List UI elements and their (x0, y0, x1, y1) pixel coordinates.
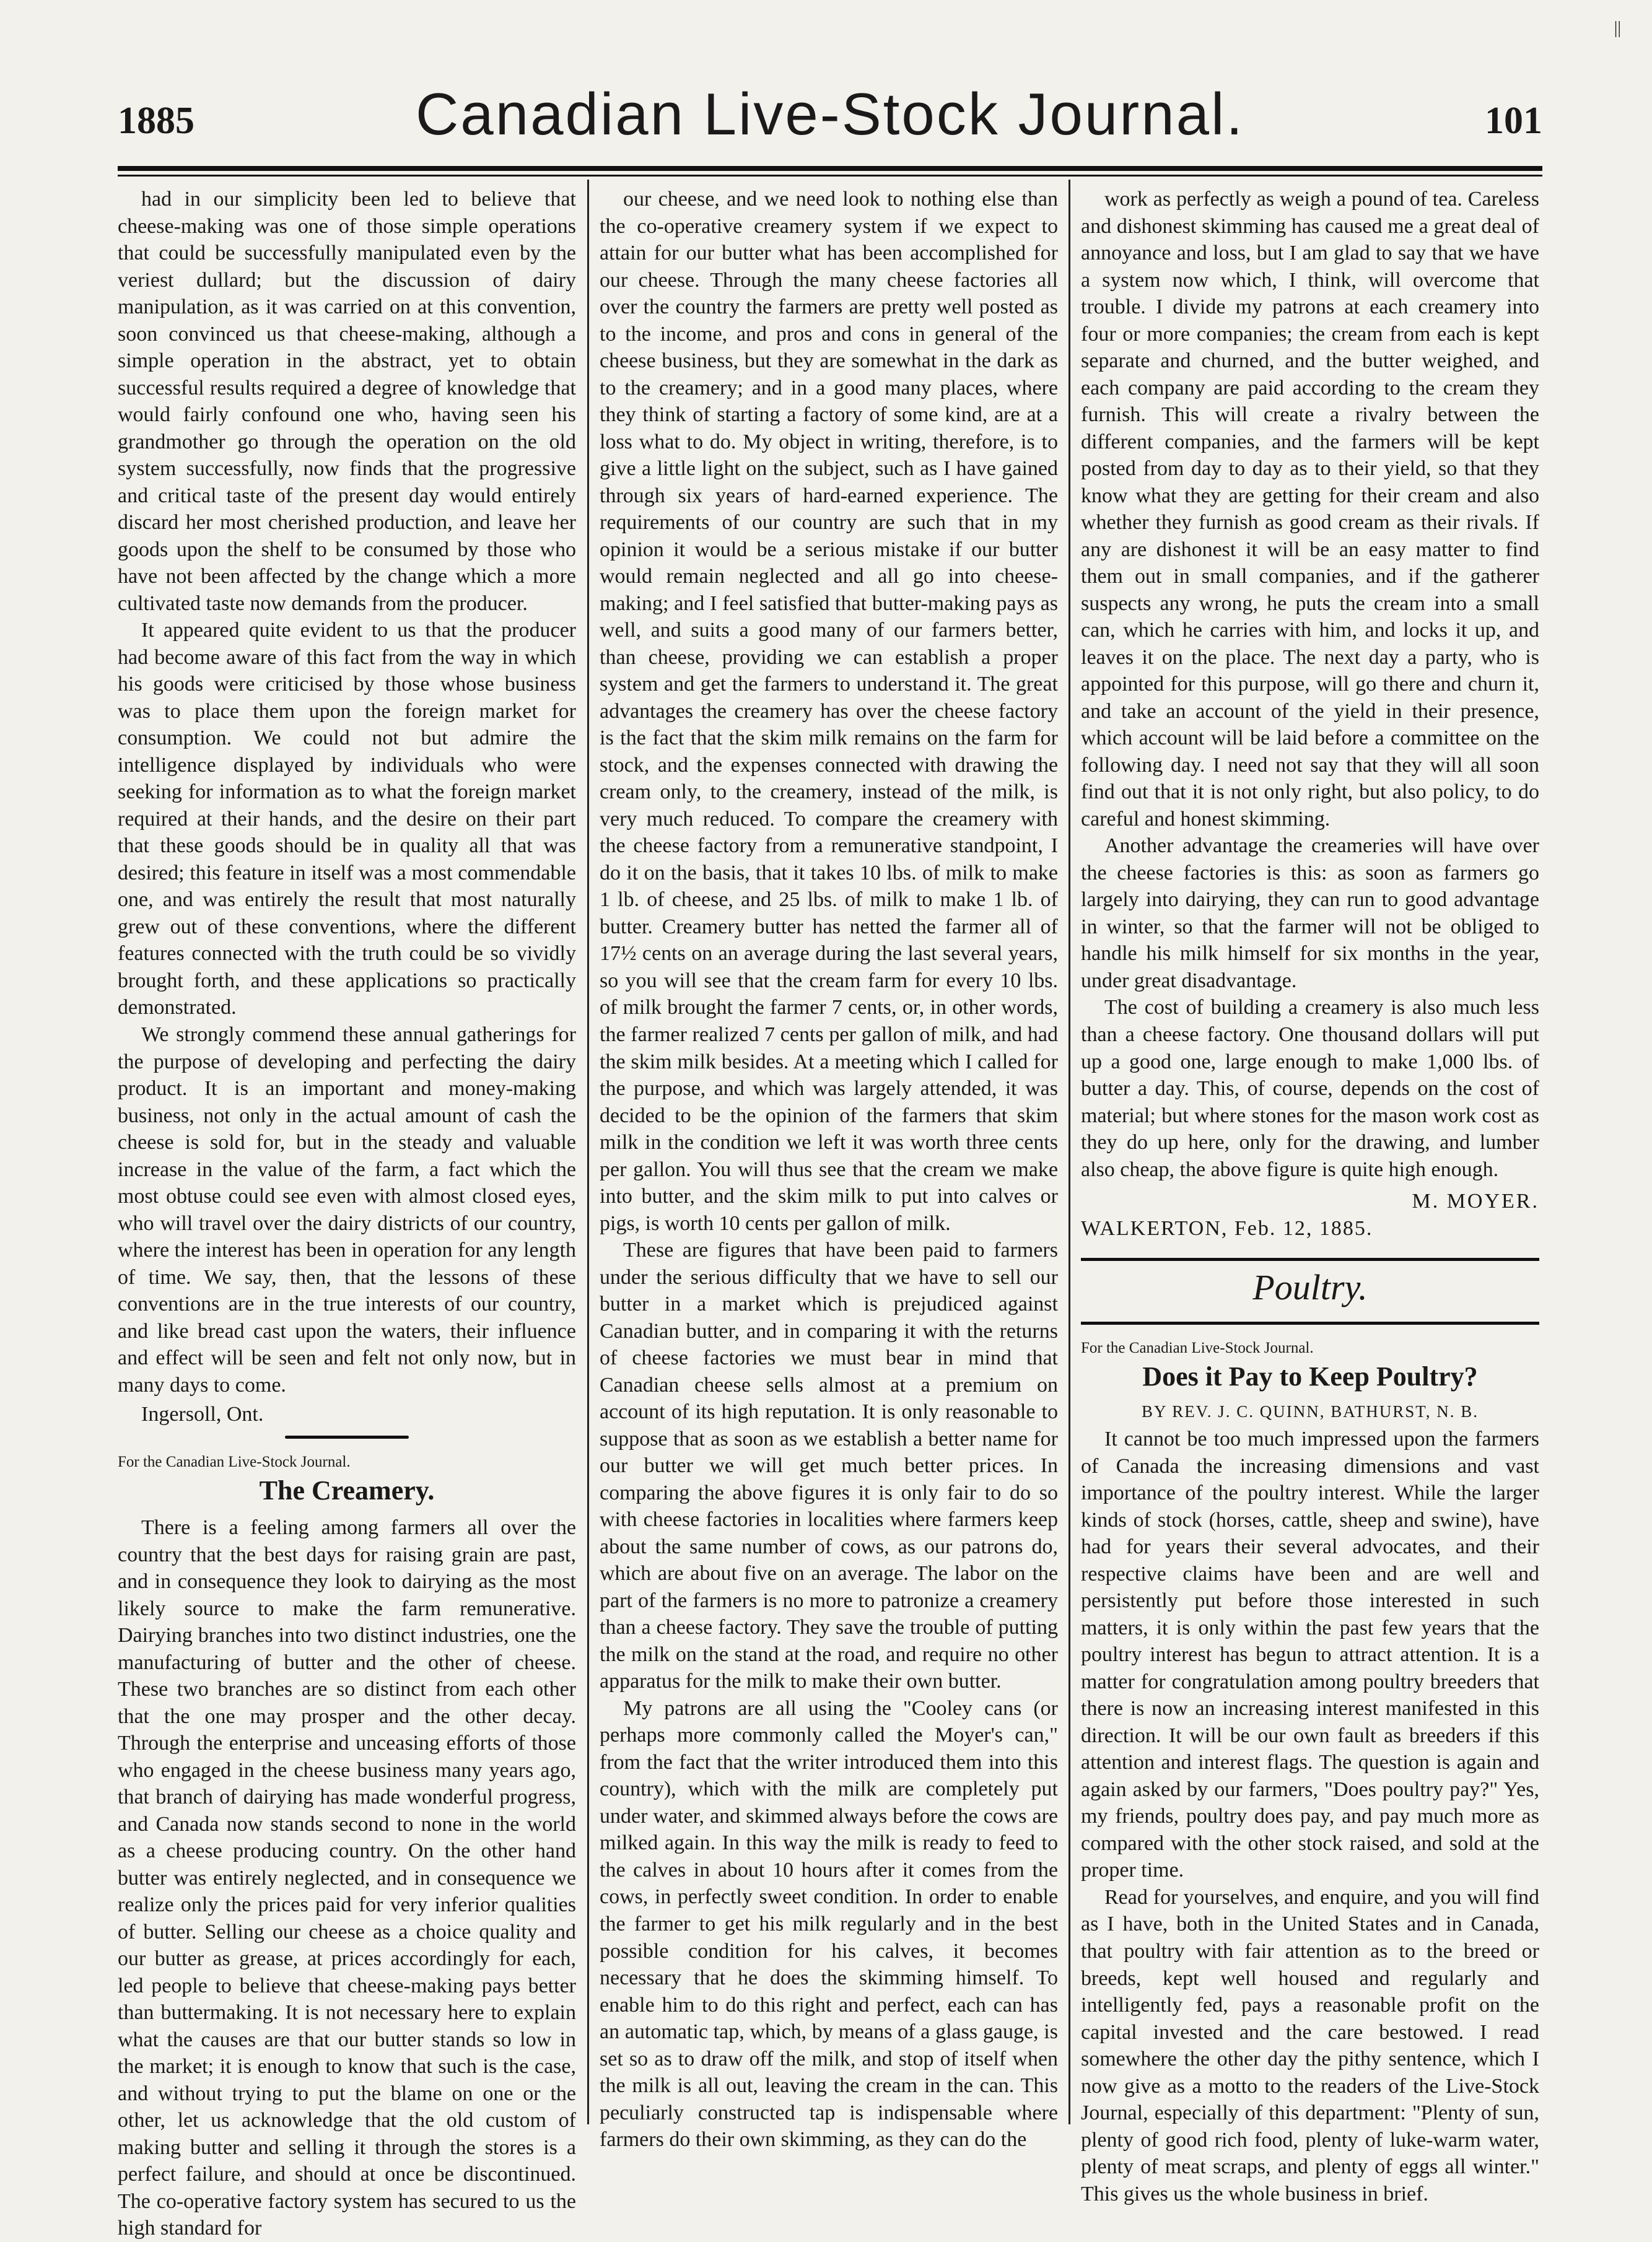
column-divider (587, 180, 589, 2124)
author-signature: M. MOYER. (1412, 1190, 1539, 1213)
paragraph: These are figures that have been paid to farmers under the serious difficulty that we have to sell our butter in a market which is prejudiced against Canadian butter, and in comparing it with the returns of cheese factories we must bear in mind that Canadian cheese sells almost at a premium on account of its high reputation. It is only reasonable to suppose that as soon as we establish a better name for our butter we will get much better prices. In comparing the above figures it is only fair to do so with cheese factories in localities where farmers keep about the same number of cows, as our patrons do, which are about five on an average. The labor on the part of the farmers is no more to patronize a creamery than a cheese factory. They save the trouble of putting the milk on the stand at the road, and require no other apparatus for the milk to make their own butter. (600, 1239, 1058, 1693)
column-1 (118, 186, 576, 2240)
article-source-line: For the Canadian Live-Stock Journal. (118, 1453, 351, 1470)
paragraph: Another advantage the creameries will have over the cheese factories is this: as soon as farmers go largely into dairying, they can run to good advantage in winter, so that the farmer will not be obliged to handle his milk himself for six months in the year, under great disadvantage. (1081, 834, 1539, 992)
paragraph: had in our simplicity been led to believe that cheese-making was one of those simple operations that could be successfully manipulated even by the veriest dullard; but the discussion of dairy manipulation, as it was carried on at this convention, soon convinced us that cheese-making, although a simple operation in the abstract, yet to obtain successful results required a degree of knowledge that would fairly confound one who, having seen his grandmother go through the operation on the old system successfully, now finds that the progressive and critical taste of the present day would entirely discard her most cherished production, and leave her goods upon the shelf to be consumed by those who have not been affected by the change which a more cultivated taste now demands from the producer. (118, 188, 576, 615)
masthead-rule-thick (118, 166, 1542, 171)
masthead-rule-thin (118, 175, 1542, 177)
masthead (118, 81, 1542, 161)
section-rule (1081, 1322, 1539, 1325)
article-source-line: For the Canadian Live-Stock Journal. (1081, 1340, 1314, 1357)
article-place: Ingersoll, Ont. (141, 1403, 264, 1426)
article-headline: The Creamery. (259, 1475, 435, 1506)
column-2 (600, 186, 1058, 2152)
journal-title: Canadian Live-Stock Journal. (415, 81, 1245, 147)
page-number: 101 (1485, 100, 1542, 142)
section-heading: Poultry. (1252, 1267, 1368, 1308)
section-rule (1081, 1258, 1539, 1261)
paragraph: It appeared quite evident to us that the producer had become aware of this fact from the way in which his goods were criticised by those whose business was to place them upon the foreign market for consumption. We could not but admire the intelligence displayed by individuals who were seeking for information as to what the foreign market required at their hands, and the desire on their part that these goods should be in quality all that was desired; this feature in itself was a most commendable one, and was entirely the result that most naturally grew out of these conventions, where the different features connected with the truth could be so vividly brought forth, and these applications so practically demonstrated. (118, 619, 576, 1019)
paragraph: work as perfectly as weigh a pound of tea. Careless and dishonest skimming has caused me a great deal of annoyance and loss, but I am glad to say that we have a system now which, I think, will overcome that trouble. I divide my patrons at each creamery into four or more companies; the cream from each is kept separate and churned, and the butter weighed, and each company are paid according to the cream they furnish. This will create a rivalry between the different companies, and the farmers will be kept posted from day to day as to their yield, so that they know what they are getting for their cream and also whether they furnish as good cream as their rivals. If any are dishonest it will be an easy matter to find them out in small companies, and if the gatherer suspects any wrong, he puts the cream into a small can, which he carries with him, and locks it up, and leaves it on the place. The next day a party, who is appointed for this purpose, will go there and churn it, and take an account of the yield in their presence, which account will be laid before a committee on the following day. I need not say that they will all soon find out that it is not only right, but also policy, to do careful and honest skimming. (1081, 188, 1539, 831)
article-headline: Does it Pay to Keep Poultry? (1142, 1361, 1478, 1392)
column-divider (1069, 180, 1070, 2124)
corner-mark: || (1614, 19, 1621, 38)
masthead-year: 1885 (118, 100, 194, 142)
paragraph: My patrons are all using the "Cooley cans (or perhaps more commonly called the Moyer's can," from the fact that the writer introduced them into this country), which with the milk are completely put under water, and skimmed always before the cows are milked again. In this way the milk is ready to feed to the calves in about 10 hours after it comes from the cows, in perfectly sweet condition. In order to enable the farmer to get his milk regularly and in the best possible condition for his calves, it becomes necessary that he does the skimming himself. To enable him to do this right and perfect, each can has an automatic tap, which, by means of a glass gauge, is set so as to draw off the milk, and stop of itself when the milk is all out, leaving the cream in the can. This peculiarly constructed tap is indispensable where farmers do their own skimming, as they can do the (600, 1696, 1058, 2152)
article-byline: BY REV. J. C. QUINN, BATHURST, N. B. (1141, 1402, 1479, 1421)
article-separator (285, 1436, 409, 1439)
paragraph: The cost of building a creamery is also much less than a cheese factory. One thousand dollars will put up a good one, large enough to make 1,000 lbs. of butter a day. This, of course, depends on the cost of material; but where stones for the mason work cost as they do up here, only for the drawing, and lumber also cheap, the above figure is quite high enough. (1081, 996, 1539, 1181)
paragraph: We strongly commend these annual gatherings for the purpose of developing and perfecting the dairy product. It is an important and money-making business, not only in the actual amount of cash the cheese is sold for, but in the steady and valuable increase in the value of the farm, a fact which the most obtuse could see even with almost closed eyes, who will travel over the dairy districts of our country, where the interest has been in operation for any length of time. We say, then, that the lessons of these conventions are in the true interests of our country, and like bread cast upon the waters, their influence and effect will be seen and felt not only now, but in many days to come. (118, 1023, 576, 1397)
column-3 (1081, 186, 1539, 2205)
dateline: WALKERTON, Feb. 12, 1885. (1081, 1216, 1373, 1240)
paragraph: It cannot be too much impressed upon the farmers of Canada the increasing dimensions and vast importance of the poultry interest. While the larger kinds of stock (horses, cattle, sheep and swine), have had for years their several advocates, and their respective claims have been and are well and persistently put before those interested in such matters, it is only within the past few years that the poultry interest has begun to attract attention. It is a matter for congratulation among poultry breeders that there is now an increasing interest manifested in this direction. It will be our own fault as breeders if this attention and interest flags. The question is again and again asked by our farmers, "Does poultry pay?" Yes, my friends, poultry does pay, and pay much more as compared with the other stock raised, and sold at the proper time. (1081, 1428, 1539, 1882)
paragraph: There is a feeling among farmers all over the country that the best days for raising grain are past, and in consequence they look to dairying as the most likely source to make the farm remunerative. Dairying branches into two distinct industries, one the manufacturing of butter and the other of cheese. These two branches are so distinct from each other that the one may prosper and the other decay. Through the enterprise and unceasing efforts of those who engaged in the cheese business many years ago, that branch of dairying has made wonderful progress, and Canada now stands second to none in the world as a cheese producing country. On the other hand butter was entirely neglected, and in consequence we realize only the prices paid for very inferior qualities of butter. Selling our cheese as a choice quality and our butter as grease, at prices accordingly for each, led people to believe that cheese-making pays better than buttermaking. It is not necessary here to explain what the causes are that our butter stands so low in the market; it is enough to know that such is the case, and without trying to put the blame on one or the other, let us acknowledge that the old custom of making butter and selling it through the stores is a perfect failure, and should at once be discontinued. The co-operative factory system has secured to us the high standard for (118, 1516, 576, 2240)
paragraph: our cheese, and we need look to nothing else than the co-operative creamery system if we expect to attain for our butter what has been accomplished for our cheese. Through the many cheese factories all over the country the farmers are pretty well posted as to the income, and pros and cons in general of the cheese business, but they are somewhat in the dark as to the creamery; and in a good many places, where they think of starting a factory of some kind, are at a loss what to do. My object in writing, therefore, is to give a little light on the subject, such as I have gained through six years of hard-earned experience. The requirements of our country are such that in my opinion it would be a serious mistake if our butter would remain neglected and all go into cheese-making; and I feel satisfied that butter-making pays as well, and suits a good many of our farmers better, than cheese, providing we can establish a proper system and get the farmers to understand it. The great advantages the creamery has over the cheese factory is the fact that the skim milk remains on the farm for stock, and the expenses connected with drawing the cream only, to the creamery, instead of the milk, is very much reduced. To compare the creamery with the cheese factory from a remunerative standpoint, I do it on the basis, that it takes 10 lbs. of milk to make 1 lb. of cheese, and 25 lbs. of milk to make 1 lb. of butter. Creamery butter has netted the farmer all of 17½ cents on an average during the last several years, so you will see that the cream farm for every 10 lbs. of milk brought the farmer 7 cents, or, in other words, the farmer realized 7 cents per gallon of milk, and had the skim milk besides. At a meeting which I called for the purpose, and which was largely attended, it was decided to be the opinion of the farmers that skim milk in the condition we left it was worth three cents per gallon. You will thus see that the cream we make into butter, and the skim milk to put into calves or pigs, is worth 10 cents per gallon of milk. (600, 188, 1058, 1235)
paragraph: Read for yourselves, and enquire, and you will find as I have, both in the United States and in Canada, that poultry with fair attention as to the breed or breeds, kept well housed and regularly and intelligently fed, pays a reasonable profit on the capital invested and the care bestowed. I read somewhere the other day the pithy sentence, which I now give as a motto to the readers of the Live-Stock Journal, especially of this department: "Plenty of sun, plenty of good rich food, plenty of luke-warm water, plenty of meat scraps, and plenty of eggs all winter." This gives us the whole business in brief. (1081, 1885, 1539, 2205)
